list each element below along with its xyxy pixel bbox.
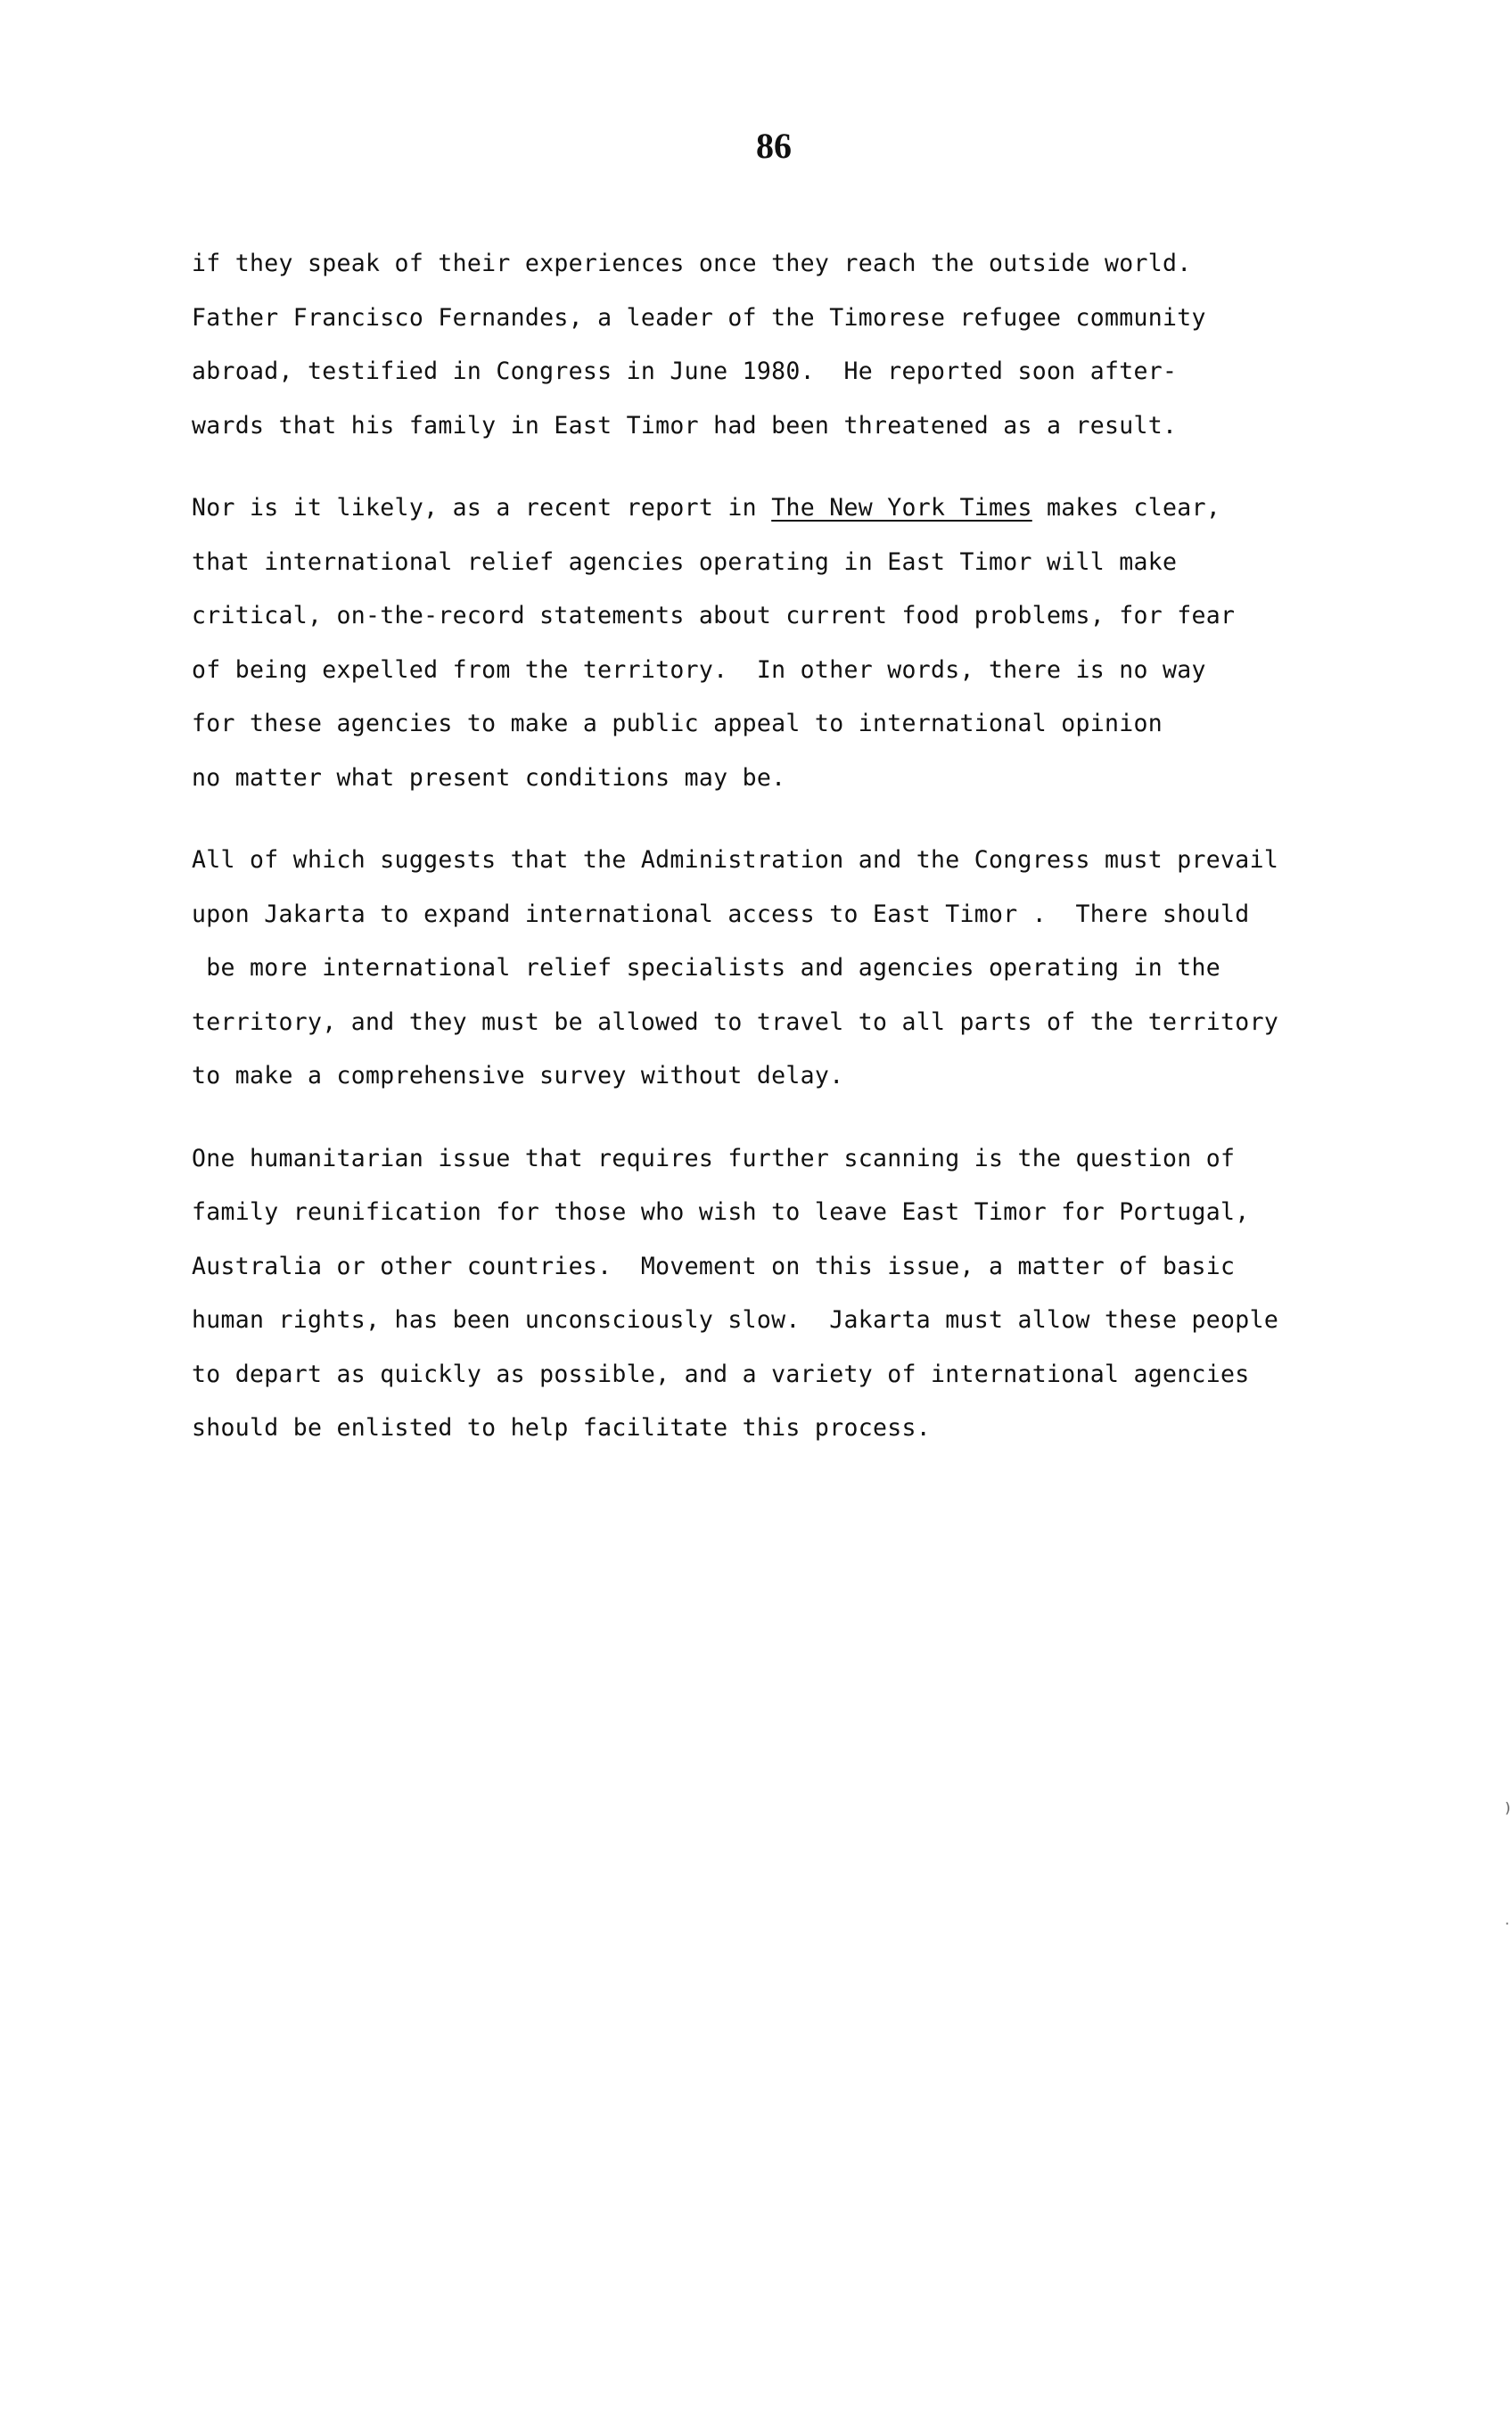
publication-title: The New York Times: [771, 494, 1032, 522]
text-line: All of which suggests that the Administration and the Congress must prevail: [192, 846, 1279, 874]
text-line: territory, and they must be allowed to travel to all parts of the territory: [192, 1007, 1279, 1036]
paragraph-1: [192, 237, 1458, 453]
scan-margin-mark: ): [1505, 1799, 1511, 1816]
text-line: to depart as quickly as possible, and a variety of international agencies: [192, 1360, 1250, 1388]
text-segment: Nor is it likely, as a recent report in: [192, 494, 772, 522]
text-line: for these agencies to make a public appeal to international opinion: [192, 710, 1163, 737]
text-line: human rights, has been unconsciously slow. Jakarta must allow these people: [192, 1306, 1279, 1334]
text-line: Father Francisco Fernandes, a leader of the Timorese refugee community: [192, 303, 1206, 332]
text-segment: makes clear,: [1031, 494, 1221, 522]
text-line: to make a comprehensive survey without delay.: [192, 1062, 844, 1090]
text-line: be more international relief specialists and agencies operating in the: [192, 954, 1221, 982]
text-line: Australia or other countries. Movement on this issue, a matter of basic: [192, 1252, 1236, 1280]
text-line: of being expelled from the territory. In other words, there is no way: [192, 655, 1206, 684]
text-line: should be enlisted to help facilitate this process.: [192, 1414, 931, 1442]
page-number: 86: [756, 126, 792, 166]
text-line: if they speak of their experiences once they reach the outside world.: [192, 250, 1192, 277]
scan-margin-mark: ·: [1505, 1915, 1510, 1932]
paragraph-2: [192, 481, 1458, 805]
text-line: that international relief agencies operating in East Timor will make: [192, 547, 1178, 576]
paragraph-3: [192, 834, 1458, 1104]
text-line: no matter what present conditions may be.: [192, 763, 786, 792]
text-line: abroad, testified in Congress in June 1980. He reported soon after-: [192, 358, 1178, 385]
paragraph-4: [192, 1132, 1458, 1456]
text-line: upon Jakarta to expand international access to East Timor . There should: [192, 900, 1250, 928]
text-line: wards that his family in East Timor had been threatened as a result.: [192, 411, 1178, 440]
text-line: critical, on-the-record statements about current food problems, for fear: [192, 602, 1236, 629]
text-line: One humanitarian issue that requires further scanning is the question of: [192, 1144, 1236, 1172]
text-line: family reunification for those who wish to leave East Timor for Portugal,: [192, 1198, 1250, 1226]
document-body: [192, 237, 1458, 1484]
text-line: [192, 481, 1458, 536]
